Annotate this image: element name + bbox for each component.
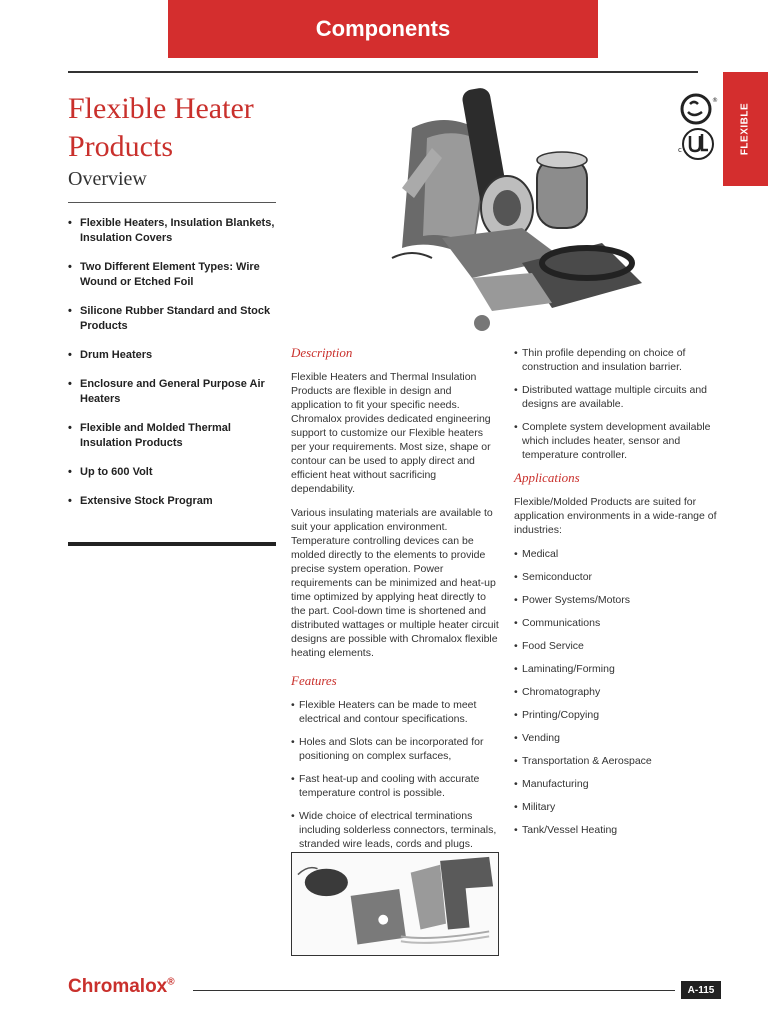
list-item: • Transportation & Aerospace — [514, 754, 722, 768]
list-item: • Flexible Heaters can be made to meet electrical and contour specifications. — [291, 698, 499, 726]
product-photo — [372, 88, 662, 333]
list-item: • Flexible and Molded Thermal Insulation Products — [68, 421, 278, 451]
right-column — [514, 346, 722, 846]
list-item: • Laminating/Forming — [514, 662, 722, 676]
description-paragraph: Various insulating materials are available to suit your application environment. Temperature controlling devices can be molded directly to the elements to provide precise system operation. Power requirements can be minimized and heat-up time optimized by applying heat directly to the part. Cool-down time is shortened and distributed wattages or multiple heater circuit designs are possible with Chromalox flexible heating elements. — [291, 507, 499, 659]
list-item: • Chromatography — [514, 685, 722, 699]
list-item: • Distributed wattage multiple circuits and designs are available. — [514, 383, 722, 411]
capability-list — [514, 346, 722, 462]
list-item: • Holes and Slots can be incorporated for positioning on complex surfaces, — [291, 735, 499, 763]
product-feature-list — [68, 216, 278, 523]
list-item: • Medical — [514, 547, 722, 561]
page-number: A-115 — [681, 981, 721, 999]
description-paragraph: Flexible Heaters and Thermal Insulation Products are flexible in design and application to fit your specific needs. Chromalox provides dedicated engineering support to customize our Flexible heaters per your requirements. Most size, shape or contour can be used to apply direct and efficient heat without sacrificing dependability. — [291, 371, 491, 495]
applications-intro: Flexible/Molded Products are suited for application environments in a wide-range of industries: — [514, 496, 717, 536]
list-item: • Military — [514, 800, 722, 814]
section-side-tab[interactable] — [723, 72, 768, 186]
list-item: • Printing/Copying — [514, 708, 722, 722]
list-item: • Communications — [514, 616, 722, 630]
subtitle-divider — [68, 202, 276, 203]
page-subtitle: Overview — [68, 168, 147, 190]
side-tab-label: FLEXIBLE — [739, 102, 751, 156]
features-heading: Features — [291, 673, 337, 688]
applications-heading: Applications — [514, 470, 580, 485]
list-item: • Tank/Vessel Heating — [514, 823, 722, 837]
list-item: • Vending — [514, 731, 722, 745]
footer-divider — [193, 990, 675, 991]
svg-text:c: c — [678, 146, 682, 154]
list-item: • Enclosure and General Purpose Air Heaters — [68, 377, 278, 407]
list-item: • Drum Heaters — [68, 348, 278, 363]
top-divider — [68, 71, 698, 73]
list-item: • Extensive Stock Program — [68, 494, 278, 509]
list-item: • Two Different Element Types: Wire Wound or Etched Foil — [68, 260, 278, 290]
page-title: Flexible Heater Products — [68, 92, 254, 163]
list-item: • Up to 600 Volt — [68, 465, 278, 480]
list-item: • Manufacturing — [514, 777, 722, 791]
features-list — [291, 698, 499, 851]
middle-column — [291, 346, 499, 860]
list-item: • Flexible Heaters, Insulation Blankets, Insulation Covers — [68, 216, 278, 246]
heater-samples-photo — [291, 852, 499, 956]
brand-logo — [68, 976, 175, 998]
description-heading: Description — [291, 345, 353, 360]
brand-name: Chromalox — [68, 976, 168, 997]
list-divider — [68, 542, 276, 546]
certification-marks-icon — [676, 92, 720, 162]
svg-text:®: ® — [712, 97, 718, 104]
list-item: • Thin profile depending on choice of construction and insulation barrier. — [514, 346, 722, 374]
list-item: • Complete system development available which includes heater, sensor and temperature controller. — [514, 420, 722, 462]
list-item: • Food Service — [514, 639, 722, 653]
registered-mark: ® — [167, 976, 175, 988]
section-banner: Components — [168, 0, 598, 58]
list-item: • Wide choice of electrical terminations including solderless connectors, terminals, stranded wire leads, cords and plugs. — [291, 809, 499, 851]
list-item: • Fast heat-up and cooling with accurate temperature control is possible. — [291, 772, 499, 800]
list-item: • Semiconductor — [514, 570, 722, 584]
list-item: • Silicone Rubber Standard and Stock Products — [68, 304, 278, 334]
list-item: • Power Systems/Motors — [514, 593, 722, 607]
applications-list — [514, 547, 722, 837]
